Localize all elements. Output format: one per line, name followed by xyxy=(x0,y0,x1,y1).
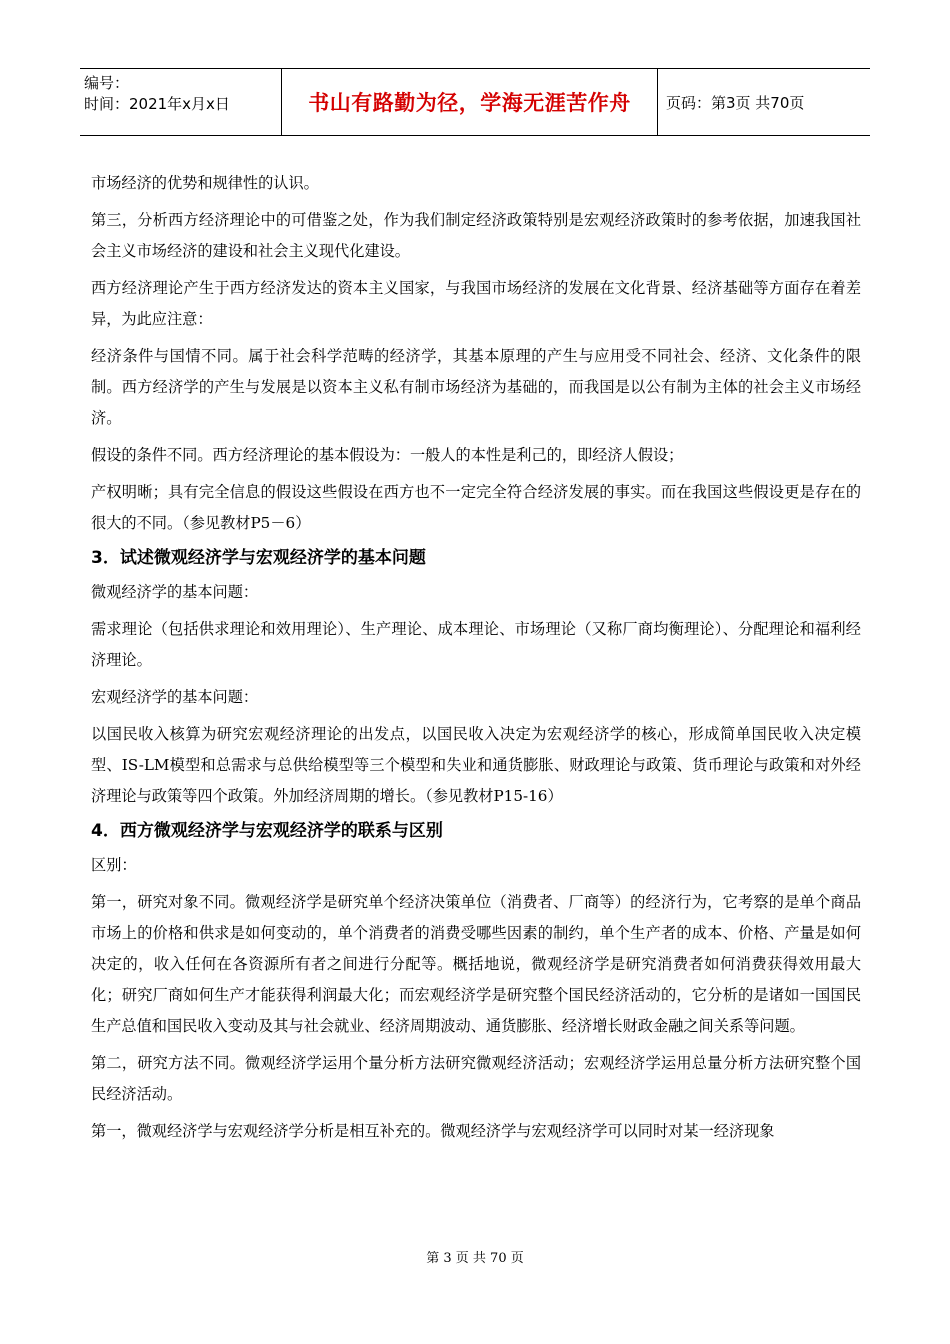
document-body xyxy=(91,168,861,1153)
page-footer: 第 3 页 共 70 页 xyxy=(426,1251,524,1266)
body-paragraph: 第一，研究对象不同。微观经济学是研究单个经济决策单位（消费者、厂商等）的经济行为，它考察的是单个商品市场上的价格和供求是如何变动的，单个消费者的消费受哪些因素的制约，单个生产者的成本、价格、产量是如何决定的，收入任何在各资源所有者之间进行分配等。概括地说，微观经济学是研究消费者如何消费获得效用最大化；研究厂商如何生产才能获得利润最大化；而宏观经济学是研究整个国民经济活动的，它分析的是诸如一国国民生产总值和国民收入变动及其与社会就业、经济周期波动、通货膨胀、经济增长财政金融之间关系等问题。 xyxy=(91,893,861,1035)
body-paragraph: 第二，研究方法不同。微观经济学运用个量分析方法研究微观经济活动；宏观经济学运用总量分析方法研究整个国民经济活动。 xyxy=(91,1054,861,1103)
header-motto: 书山有路勤为径，学海无涯苦作舟 xyxy=(282,69,658,135)
number-label: 编号： xyxy=(84,74,130,92)
body-paragraph: 第一，微观经济学与宏观经济学分析是相互补充的。微观经济学与宏观经济学可以同时对某一经济现象 xyxy=(91,1122,775,1140)
body-paragraph: 微观经济学的基本问题： xyxy=(91,583,259,601)
body-paragraph: 市场经济的优势和规律性的认识。 xyxy=(91,174,319,192)
body-paragraph: 以国民收入核算为研究宏观经济理论的出发点，以国民收入决定为宏观经济学的核心，形成简单国民收入决定模型、IS-LM模型和总需求与总供给模型等三个模型和失业和通货膨胀、财政理论与政策、货币理论与政策和对外经济理论与政策等四个政策。外加经济周期的增长。（参见教材P15-16） xyxy=(91,725,861,805)
header-meta xyxy=(80,69,282,135)
body-paragraph: 产权明晰；具有完全信息的假设这些假设在西方也不一定完全符合经济发展的事实。而在我国这些假设更是存在的很大的不同。（参见教材P5－6） xyxy=(91,483,861,532)
section-heading: 4．西方微观经济学与宏观经济学的联系与区别 xyxy=(91,821,443,841)
section-heading: 3．试述微观经济学与宏观经济学的基本问题 xyxy=(91,548,426,568)
page-header xyxy=(80,68,870,136)
body-paragraph: 西方经济理论产生于西方经济发达的资本主义国家，与我国市场经济的发展在文化背景、经济基础等方面存在着差异，为此应注意： xyxy=(91,279,861,328)
time-label: 时间：2021年x月x日 xyxy=(84,95,230,113)
body-paragraph: 经济条件与国情不同。属于社会科学范畴的经济学，其基本原理的产生与应用受不同社会、经济、文化条件的限制。西方经济学的产生与发展是以资本主义私有制市场经济为基础的，而我国是以公有制为主体的社会主义市场经济。 xyxy=(91,347,861,427)
body-paragraph: 假设的条件不同。西方经济理论的基本假设为：一般人的本性是利己的，即经济人假设； xyxy=(91,446,684,464)
body-paragraph: 区别： xyxy=(91,856,137,874)
body-paragraph: 第三，分析西方经济理论中的可借鉴之处，作为我们制定经济政策特别是宏观经济政策时的参考依据，加速我国社会主义市场经济的建设和社会主义现代化建设。 xyxy=(91,211,861,260)
body-paragraph: 需求理论（包括供求理论和效用理论）、生产理论、成本理论、市场理论（又称厂商均衡理论）、分配理论和福利经济理论。 xyxy=(91,620,861,669)
header-page-info: 页码：第3页 共70页 xyxy=(666,93,805,112)
body-paragraph: 宏观经济学的基本问题： xyxy=(91,688,259,706)
